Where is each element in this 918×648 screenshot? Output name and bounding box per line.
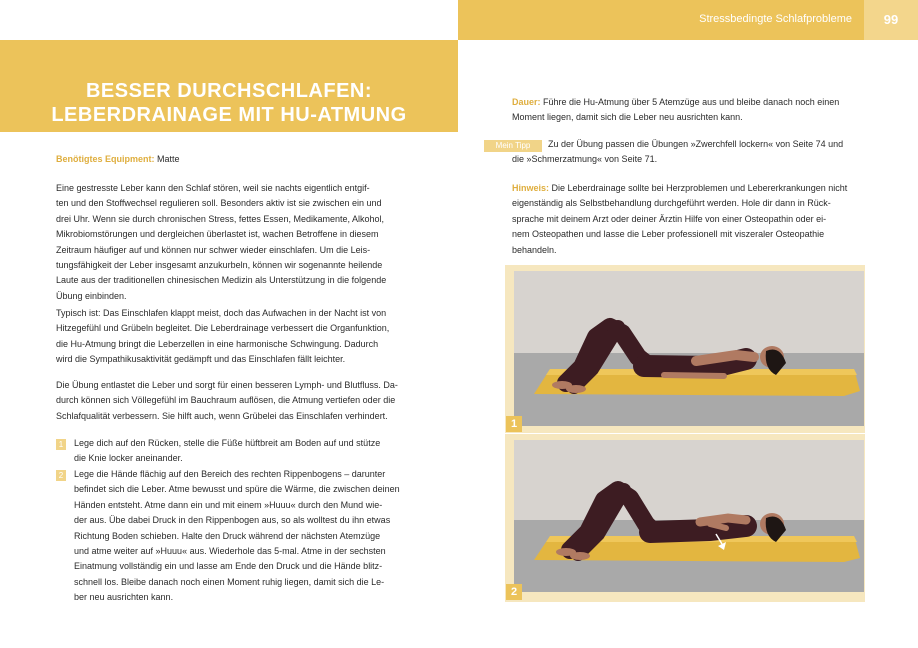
running-title: Stressbedingte Schlafprobleme: [699, 13, 852, 25]
photo-number-1: 1: [506, 416, 522, 432]
text-line: Zeitraum häufiger auf und können nur schwer wieder einschlafen. Um die Leis-: [56, 244, 371, 255]
text-line: [512, 181, 864, 196]
text-line: tungsfähigkeit der Leber insgesamt anzukurbeln, können wir sogenannte heilende: [56, 260, 383, 271]
text-line: befindet sich die Leber. Atme bewusst und spüre die Wärme, die zwischen deinen: [74, 484, 400, 495]
note-block: [512, 181, 864, 258]
text-line: Typisch ist: Das Einschlafen klappt meist, doch das Aufwachen in der Nacht ist von: [56, 308, 387, 318]
text-line: Einatmung vollständig ein und lasse am Ende den Druck und die Hände blitz-: [74, 561, 383, 572]
note-line-1: Die Leberdrainage sollte bei Herzproblemen und Lebererkrankungen nicht: [551, 183, 848, 193]
text-line: drei Uhr. Wenn sie durch chronischen Stress, fettes Essen, Medikamente, Alkohol,: [56, 213, 384, 224]
step-number-1: 1: [56, 439, 66, 450]
text-line: Übung einbinden.: [56, 290, 127, 301]
text-line: behandeln.: [512, 244, 557, 255]
paragraph-intro: [56, 181, 418, 304]
text-line: ber neu ausrichten kann.: [74, 592, 174, 603]
text-line: die »Schmerzatmung« von Seite 71.: [512, 154, 658, 165]
text-line: eigenständig als Selbstbehandlung durchgeführt werden. Hole dir dann in Rück-: [512, 198, 831, 209]
text-line: wird die Sympathikusaktivität gedämpft und das Einschlafen fällt leichter.: [56, 354, 346, 365]
exercise-photo-2: [514, 440, 864, 592]
step-2-text: [74, 467, 418, 606]
text-line: Lege die Hände flächig auf den Bereich des rechten Rippenbogens – darunter: [74, 469, 386, 479]
text-line: [512, 95, 864, 110]
text-line: Richtung Boden schieben. Halte den Druck während der nächsten Atemzüge: [74, 530, 381, 541]
text-line: durch können sich Völlegefühl im Bauchraum auflösen, die Atmung vertiefen oder die: [56, 395, 396, 406]
text-line: Die Übung entlastet die Leber und sorgt für einen besseren Lymph- und Blutfluss. Da-: [56, 380, 398, 390]
page-title-line-2: LEBERDRAINAGE MIT HU-ATMUNG: [51, 104, 407, 126]
text-line: die Knie locker aneinander.: [74, 453, 183, 464]
page-number-box: [864, 0, 918, 40]
text-line: Laute aus der traditionellen chinesischen Medizin als Unterstützung in die folgende: [56, 275, 387, 286]
text-line: Lege dich auf den Rücken, stelle die Füße hüftbreit am Boden auf und stütze: [74, 438, 381, 448]
text-line: Händen entsteht. Atme dann ein und mit einem »Huuu« durch den Mund wie-: [74, 499, 383, 510]
duration-label: Dauer:: [512, 97, 541, 107]
page-number: 99: [883, 12, 899, 27]
text-line: Hitzegefühl und Grübeln begleitet. Die Leberdrainage verbessert die Organfunktion,: [56, 323, 390, 334]
photo-number-2: 2: [506, 584, 522, 600]
exercise-photo-1: [514, 271, 864, 426]
text-line: Mikrobiomstörungen und dergleichen überlastet ist, wachen Betroffene in diesem: [56, 229, 379, 240]
text-line: der aus. Übe dabei Druck in den Rippenbogen aus, so als wolltest du ihn etwas: [74, 515, 391, 526]
paragraph-benefits: [56, 378, 418, 424]
step-number-2: 2: [56, 470, 66, 481]
step-1-text: [74, 436, 418, 467]
text-line: Moment liegen, damit sich die Leber neu ausrichten kann.: [512, 112, 743, 123]
page-title-line-1: BESSER DURCHSCHLAFEN:: [85, 80, 373, 102]
duration-block: [512, 95, 864, 126]
text-line: ten und den Stoffwechsel regulieren soll. Besonders aktiv ist sie zwischen ein und: [56, 198, 382, 209]
text-line: und atme weiter auf »Huuu« aus. Wiederhole das 5-mal. Atme in der sechsten: [74, 546, 386, 557]
text-line: Zu der Übung passen die Übungen »Zwerchfell lockern« von Seite 74 und: [548, 139, 844, 149]
duration-line-1: Führe die Hu-Atmung über 5 Atemzüge aus und bleibe danach noch einen: [543, 97, 840, 107]
text-line: Schlafqualität verbessern. Sie hilft auch, wenn Grübelei das Einschlafen verhindert.: [56, 410, 388, 421]
text-line: die Hu-Atmung bringt die Leberzellen in eine harmonische Schwingung. Dadurch: [56, 338, 379, 349]
equipment-line: [56, 152, 416, 167]
equipment-value: Matte: [157, 154, 180, 164]
text-line: Eine gestresste Leber kann den Schlaf stören, weil sie nachts eigentlich entgif-: [56, 183, 370, 193]
text-line: sprache mit deinem Arzt oder deiner Ärztin Hilfe von einer Osteopathin oder ei-: [512, 213, 827, 224]
text-line: nem Osteopathen und lasse die Leber professionell mit viszeraler Osteopathie: [512, 229, 825, 240]
note-label: Hinweis:: [512, 183, 550, 193]
paragraph-typical: [56, 306, 418, 368]
running-header: [458, 0, 918, 40]
equipment-label: Benötigtes Equipment:: [56, 154, 155, 164]
tip-badge: Mein Tipp: [484, 140, 542, 152]
text-line: schnell los. Bleibe danach noch einen Moment ruhig liegen, damit sich die Le-: [74, 576, 385, 587]
title-block: [0, 40, 458, 132]
exercise-illustration-1: [514, 271, 864, 426]
exercise-illustration-2: [514, 440, 864, 592]
